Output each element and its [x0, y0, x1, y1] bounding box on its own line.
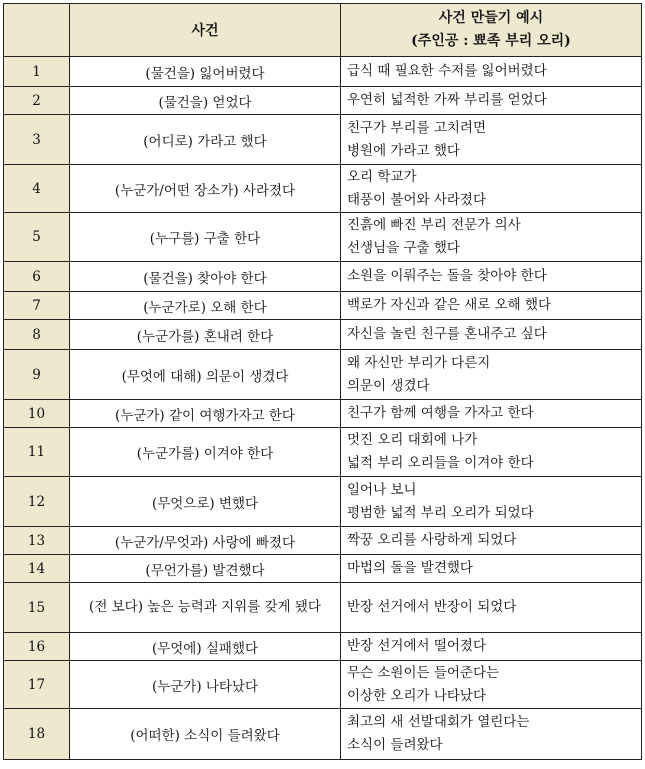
row-number: 1: [4, 57, 70, 87]
example-line: 최고의 새 선발대회가 열린다는: [347, 714, 530, 730]
table-row: [4, 555, 642, 583]
row-number: 11: [4, 428, 70, 477]
row-event: (물건을) 찾아야 한다: [70, 262, 341, 292]
row-number: 17: [4, 661, 70, 709]
row-event: (누군가/어떤 장소가) 사라졌다: [70, 165, 341, 213]
row-event: (어떠한) 소식이 들려왔다: [70, 709, 341, 760]
table-row: [4, 350, 642, 400]
row-number: 18: [4, 709, 70, 760]
header-example-subtitle: (주인공 : 뾰족 부리 오리): [411, 33, 571, 49]
row-example: [341, 477, 642, 527]
row-example: [341, 165, 642, 213]
example-line: 평범한 넓적 부리 오리가 되었다: [347, 504, 534, 521]
example-line: 멋진 오리 대회에 나가: [347, 432, 478, 448]
row-number: 16: [4, 633, 70, 661]
table-row: [4, 709, 642, 760]
example-line: 짝꿍 오리를 사랑하게 되었다: [347, 532, 517, 548]
example-line: 마법의 돌을 발견했다: [347, 560, 473, 576]
row-event: (누군가/무엇과) 사랑에 빠졌다: [70, 527, 341, 555]
example-line: 소원을 이뤄주는 돌을 찾아야 한다: [347, 268, 547, 284]
row-number: 14: [4, 555, 70, 583]
row-number: 15: [4, 583, 70, 633]
example-line: 무슨 소원이든 들어준다는: [347, 664, 500, 681]
row-event: (무엇에 대해) 의문이 생겼다: [70, 350, 341, 400]
example-line: 친구가 부리를 고치려면: [347, 119, 486, 136]
row-example: [341, 661, 642, 709]
row-example: [341, 350, 642, 400]
table-row: [4, 583, 642, 633]
example-line: 진흙에 빠진 부리 전문가 의사: [347, 217, 521, 233]
example-line: 의문이 생겼다: [347, 377, 430, 394]
table-row: [4, 87, 642, 115]
table-body: [4, 57, 642, 760]
header-row: [4, 4, 642, 57]
table-row: [4, 477, 642, 527]
row-example: [341, 57, 642, 87]
row-number: 10: [4, 400, 70, 428]
example-line: 이상한 오리가 나타났다: [347, 687, 486, 704]
row-event: (누군가) 나타났다: [70, 661, 341, 709]
example-line: 선생님을 구출 했다: [347, 240, 460, 256]
example-line: 넓적 부리 오리들을 이겨야 한다: [347, 455, 534, 471]
example-line: 왜 자신만 부리가 다른지: [347, 354, 491, 371]
table-row: [4, 262, 642, 292]
table-row: [4, 115, 642, 165]
row-example: [341, 428, 642, 477]
row-event: (무엇에) 실패했다: [70, 633, 341, 661]
example-line: 자신을 놀린 친구를 혼내주고 싶다: [347, 326, 547, 342]
row-event: (누군가) 같이 여행가자고 한다: [70, 400, 341, 428]
row-example: [341, 292, 642, 320]
row-example: [341, 527, 642, 555]
header-example: [341, 4, 642, 57]
row-example: [341, 115, 642, 165]
example-line: 백로가 자신과 같은 새로 오해 했다: [347, 297, 552, 313]
row-example: [341, 320, 642, 350]
row-number: 7: [4, 292, 70, 320]
row-number: 4: [4, 165, 70, 213]
row-example: [341, 87, 642, 115]
table-row: [4, 320, 642, 350]
row-number: 6: [4, 262, 70, 292]
table-row: [4, 292, 642, 320]
header-example-title: 사건 만들기 예시: [438, 10, 544, 26]
table-row: [4, 400, 642, 428]
table-row: [4, 57, 642, 87]
example-line: 반장 선거에서 반장이 되었다: [347, 599, 517, 615]
row-example: [341, 400, 642, 428]
table-row: [4, 633, 642, 661]
row-event: (누군가를) 혼내려 한다: [70, 320, 341, 350]
table-row: [4, 428, 642, 477]
table-row: [4, 165, 642, 213]
row-example: [341, 555, 642, 583]
example-line: 오리 학교가: [347, 168, 417, 185]
row-event: (누군가로) 오해 한다: [70, 292, 341, 320]
example-line: 일어나 보니: [347, 481, 417, 498]
example-line: 친구가 함께 여행을 가자고 한다: [347, 405, 534, 421]
example-line: 반장 선거에서 떨어졌다: [347, 638, 486, 654]
row-event: (누군가를) 이겨야 한다: [70, 428, 341, 477]
row-event: (무엇으로) 변했다: [70, 477, 341, 527]
example-line: 우연히 넓적한 가짜 부리를 얻었다: [347, 92, 547, 108]
row-number: 13: [4, 527, 70, 555]
example-line: 급식 때 필요한 수저를 잃어버렸다: [347, 63, 547, 79]
row-event: (전 보다) 높은 능력과 지위를 갖게 됐다: [70, 583, 341, 633]
row-number: 9: [4, 350, 70, 400]
row-number: 12: [4, 477, 70, 527]
row-example: [341, 262, 642, 292]
header-event: 사건: [70, 4, 341, 57]
row-number: 2: [4, 87, 70, 115]
row-event: (누구를) 구출 한다: [70, 213, 341, 262]
row-example: [341, 633, 642, 661]
table-row: [4, 661, 642, 709]
row-event: (어디로) 가라고 했다: [70, 115, 341, 165]
row-number: 3: [4, 115, 70, 165]
table-row: [4, 527, 642, 555]
header-number: [4, 4, 70, 57]
row-event: (물건을) 얻었다: [70, 87, 341, 115]
row-number: 5: [4, 213, 70, 262]
row-event: (물건을) 잃어버렸다: [70, 57, 341, 87]
example-line: 태풍이 불어와 사라졌다: [347, 191, 486, 208]
example-line: 병원에 가라고 했다: [347, 142, 460, 159]
example-line: 소식이 들려왔다: [347, 737, 443, 753]
row-example: [341, 213, 642, 262]
event-table: [3, 3, 642, 760]
row-example: [341, 709, 642, 760]
row-number: 8: [4, 320, 70, 350]
row-event: (무언가를) 발견했다: [70, 555, 341, 583]
row-example: [341, 583, 642, 633]
table-row: [4, 213, 642, 262]
